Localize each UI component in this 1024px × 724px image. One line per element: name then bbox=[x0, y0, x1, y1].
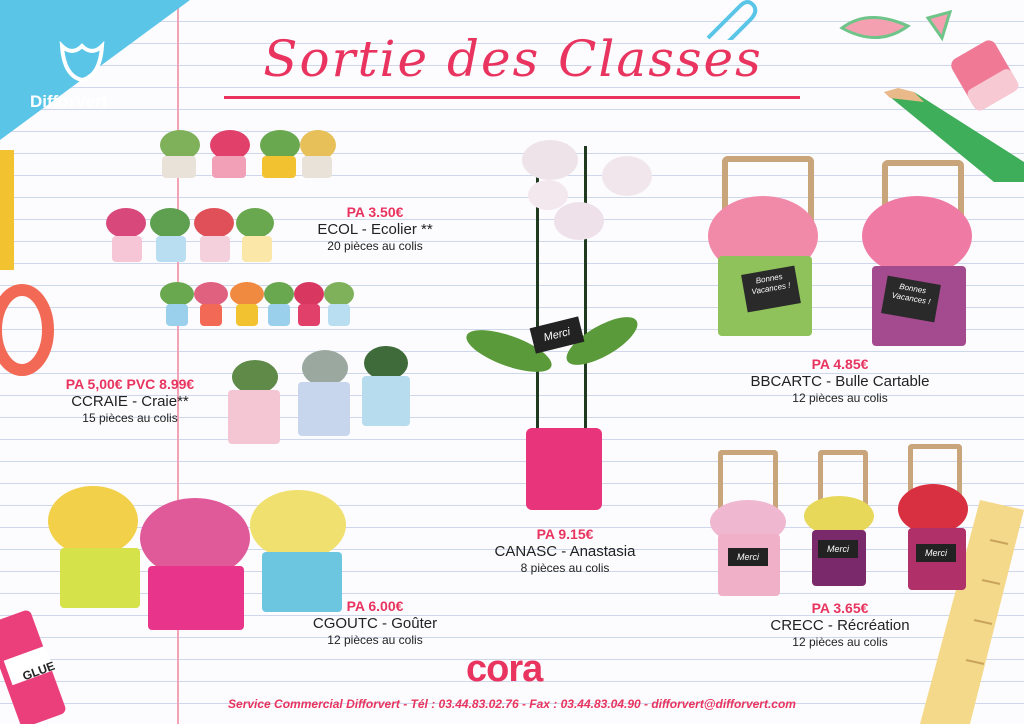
merci-tag: Merci bbox=[916, 544, 956, 562]
product-reference: CRECC - Récréation bbox=[770, 616, 910, 634]
product-pieces: 15 pièces au colis bbox=[82, 410, 178, 425]
product-price: PA 4.85€ bbox=[811, 356, 869, 372]
contact-footer: Service Commercial Difforvert - Tél : 03.44.83.02.76 - Fax : 03.44.83.04.90 - difforvert@difforvert.com bbox=[228, 697, 796, 711]
paperclip-icon bbox=[700, 0, 760, 40]
product-pieces: 12 pièces au colis bbox=[792, 634, 888, 649]
merci-tag: Merci bbox=[530, 316, 585, 353]
scissors-icon bbox=[0, 150, 60, 400]
product-pieces: 8 pièces au colis bbox=[520, 560, 610, 575]
product-ccraie bbox=[40, 376, 220, 425]
product-price: PA 9.15€ bbox=[536, 526, 594, 542]
bonnes-vacances-tag: Bonnes Vacances ! bbox=[741, 266, 801, 313]
product-canasc bbox=[480, 526, 650, 575]
product-pieces: 12 pièces au colis bbox=[792, 390, 888, 405]
ecol-image-row-2 bbox=[104, 208, 274, 264]
canasc-image bbox=[462, 126, 662, 518]
product-bbcartc bbox=[740, 356, 940, 405]
merci-tag: Merci bbox=[818, 540, 858, 558]
product-price: PA 3.65€ bbox=[811, 600, 869, 616]
product-pieces: 20 pièces au colis bbox=[327, 238, 423, 253]
product-ecol bbox=[300, 204, 450, 253]
logo-text: DifforVert bbox=[30, 92, 108, 111]
bbcartc-image bbox=[692, 156, 992, 358]
product-crecc bbox=[740, 600, 940, 649]
title-underline bbox=[224, 96, 800, 99]
product-reference: CANASC - Anastasia bbox=[494, 542, 636, 560]
product-pieces: 12 pièces au colis bbox=[327, 632, 423, 647]
bonnes-vacances-tag: Bonnes Vacances ! bbox=[881, 276, 941, 323]
merci-tag: Merci bbox=[728, 548, 768, 566]
cora-logo: cora bbox=[466, 648, 543, 690]
ecol-image-row-1 bbox=[150, 126, 336, 182]
product-reference: ECOL - Ecolier ** bbox=[317, 220, 433, 238]
product-reference: CCRAIE - Craie** bbox=[71, 392, 189, 410]
page-title: Sortie des Classes bbox=[263, 30, 763, 88]
ecol-image-row-3 bbox=[160, 280, 356, 330]
product-cgoutc bbox=[300, 598, 450, 647]
crecc-image bbox=[708, 444, 970, 598]
product-price: PA 3.50€ bbox=[346, 204, 404, 220]
product-price: PA 5,00€ PVC 8.99€ bbox=[65, 376, 195, 392]
product-reference: CGOUTC - Goûter bbox=[312, 614, 438, 632]
ccraie-image bbox=[220, 346, 420, 450]
product-reference: BBCARTC - Bulle Cartable bbox=[750, 372, 930, 390]
tulip-logo-icon bbox=[52, 38, 112, 86]
product-price: PA 6.00€ bbox=[346, 598, 404, 614]
glue-label: GLUE bbox=[20, 658, 57, 684]
